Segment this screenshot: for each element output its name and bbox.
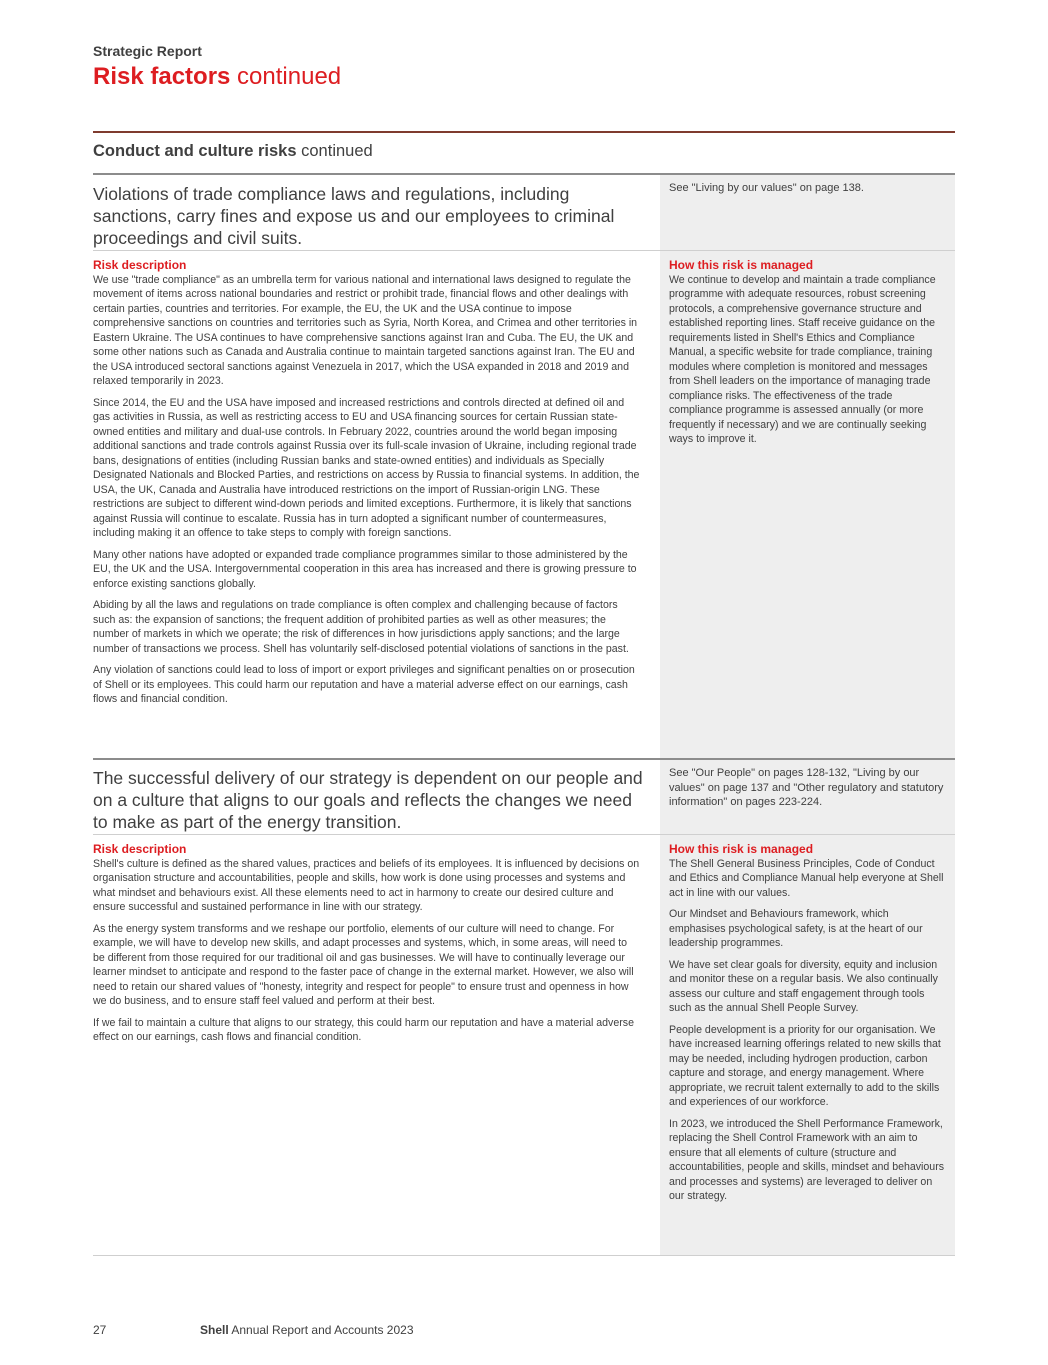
risk2-managed-para: People development is a priority for our organisation. We have increased learning offerings related to new skills that may be needed, including hydrogen production, carbon capture and storage, and energy management. Where appropriate, we recruit talent externally to add to the skills and experiences of our workforce. bbox=[669, 1023, 941, 1108]
risk2-managed-para: Our Mindset and Behaviours framework, which emphasises psychological safety, is at the heart of our leadership programmes. bbox=[669, 908, 923, 949]
risk1-managed-label: How this risk is managed bbox=[669, 258, 814, 272]
page-title bbox=[93, 63, 341, 91]
risk1-description-para: Many other nations have adopted or expanded trade compliance programmes similar to those administered by the EU, the UK and the USA. Intergovernmental cooperation in this area has increased and there is growing pressure to enforce existing sanctions globally. bbox=[93, 548, 637, 590]
risk1-title: Violations of trade compliance laws and regulations, including sanctions, carry fines and expose us and our employees to criminal proceedings and civil suits. bbox=[93, 184, 615, 248]
category-heading-continued: continued bbox=[296, 142, 373, 160]
risk2-managed-para: We have set clear goals for diversity, equity and inclusion and monitor these on a regular basis. We also continually assess our culture and staff engagement through tools such as the annual Shell People Survey. bbox=[669, 958, 938, 1014]
risk2-title: The successful delivery of our strategy is dependent on our people and on a culture that aligns to our goals and reflects the changes we need to make as part of the energy transition. bbox=[93, 768, 643, 832]
risk1-description-para: We use "trade compliance" as an umbrella term for various national and international laws designed to regulate the movement of items across national boundaries and restrict or prohibit trade, financial flows and other dealings with certain parties, countries and territories. For example, the EU, the UK and the USA continue to impose comprehensive sanctions on countries and territories such as Syria, North Korea, and Crimea and other territories in Eastern Ukraine. The USA continues to have comprehensive sanctions against Iran and Cuba. The EU, the UK and some other nations such as Canada and Australia continue to maintain targeted sanctions against Iran. The EU and the USA introduced sectoral sanctions against Venezuela in 2017, which the USA expanded in 2018 and 2019 and relaxed temporarily in 2023. bbox=[93, 273, 638, 387]
risk1-description-para: Abiding by all the laws and regulations on trade compliance is often complex and challenging because of factors such as: the expansion of sanctions; the frequent addition of prohibited parties as well as other measures; the number of markets in which we operate; the risk of differences in how jurisdictions apply sanctions; and the large number of transactions we process. Shell has voluntarily self-disclosed potential violations of sanctions in the past. bbox=[93, 599, 629, 655]
risk2-title-divider bbox=[93, 834, 955, 835]
category-heading-main: Conduct and culture risks bbox=[93, 142, 297, 160]
risk1-reference: See "Living by our values" on page 138. bbox=[669, 182, 864, 194]
risk2-description-label: Risk description bbox=[93, 842, 187, 856]
category-heading bbox=[93, 142, 373, 161]
risk1-management bbox=[669, 258, 947, 454]
footer-report-title bbox=[200, 1323, 414, 1337]
risk1-description bbox=[93, 258, 641, 714]
risk1-top-rule bbox=[93, 173, 955, 175]
risk2-description bbox=[93, 842, 641, 1052]
risk2-top-rule bbox=[93, 758, 955, 760]
risk1-managed-para: We continue to develop and maintain a trade compliance programme with adequate resources, robust screening protocols, a comprehensive governance structure and established reporting lines. Staff receive guidance on the requirements listed in Shell's Ethics and Compliance Manual, a specific website for trade compliance, training modules where completion is monitored and messages from Shell leaders on the importance of managing trade compliance risks. The effectiveness of the trade compliance programme is assessed annually (or more frequently if necessary) and we are continually seeking ways to improve it. bbox=[669, 273, 936, 445]
risk2-reference: See "Our People" on pages 128-132, "Living by our values" on page 137 and "Other regulatory and statutory information" on pages 223-224. bbox=[669, 767, 944, 808]
risk2-description-para: As the energy system transforms and we reshape our portfolio, elements of our culture will need to change. For example, we will have to develop new skills, and adapt processes and systems, which, in some areas, will need to be different from those required for our traditional oil and gas businesses. We will have to continually leverage our learner mindset to anticipate and respond to the faster pace of change in the external market. However, we also will need to retain our shared values of "honesty, integrity and respect for people" to ensure trust and openness in how we do business, and to ensure staff feel valued and perform at their best. bbox=[93, 922, 634, 1007]
footer-report-name: Annual Report and Accounts 2023 bbox=[228, 1323, 414, 1337]
risk1-title-divider bbox=[93, 250, 955, 251]
risk2-managed-para: In 2023, we introduced the Shell Performance Framework, replacing the Shell Control Framework with an aim to ensure that all elements of culture (structure and accountabilities, people and skills, mindset and behaviours and processes and systems) are leveraged to deliver on our strategy. bbox=[669, 1117, 945, 1202]
footer-brand-name: Shell bbox=[200, 1323, 229, 1337]
risk1-description-para: Any violation of sanctions could lead to loss of import or export privileges and significant penalties on or prosecution of Shell or its employees. This could harm our reputation and have a material adverse effect on our earnings, cash flows and financial condition. bbox=[93, 664, 635, 705]
page-title-continued: continued bbox=[230, 63, 342, 90]
risk1-description-label: Risk description bbox=[93, 258, 187, 272]
risk2-description-para: Shell's culture is defined as the shared values, practices and beliefs of its employees. It is influenced by decisions on organisation structure and accountabilities, people and skills, how work is done using processes and systems and what mindset and behaviours exist. All these elements need to act in harmony to create our desired culture and ensure successful and sustained performance in line with our strategy. bbox=[93, 857, 640, 913]
top-rule bbox=[93, 131, 955, 133]
risk2-managed-label: How this risk is managed bbox=[669, 842, 814, 856]
risk1-description-para: Since 2014, the EU and the USA have imposed and increased restrictions and controls directed at defined oil and gas activities in Russia, as well as restricting access to EU and USA financing sources for certain Russian state-owned entities and military and dual-use controls. In February 2022, countries around the world began imposing additional sanctions and trade controls against Russia over its full-scale invasion of Ukraine, including regional trade bans, designations of entities (including Russian banks and state-owned entities) and individuals as Specially Designated Nationals and Blocked Parties, and restrictions on access by Russia to financial systems. In addition, the USA, the UK, Canada and Australia have introduced restrictions on the import of Russian-origin LNG. These restrictions are subject to different wind-down periods and limited exceptions. Furthermore, it is likely that sanctions against Russia will continue to escalate. Russia has in turn adopted a significant number of countermeasures, including making it an offence to take steps to comply with foreign sanctions. bbox=[93, 396, 640, 539]
bottom-rule bbox=[93, 1255, 955, 1256]
page-number: 27 bbox=[93, 1323, 107, 1337]
risk2-managed-para: The Shell General Business Principles, Code of Conduct and Ethics and Compliance Manual help everyone at Shell act in line with our values. bbox=[669, 857, 944, 899]
risk2-description-para: If we fail to maintain a culture that aligns to our strategy, this could harm our reputation and have a material adverse effect on our earnings, cash flows and financial condition. bbox=[93, 1016, 634, 1043]
risk2-management bbox=[669, 842, 947, 1211]
section-label: Strategic Report bbox=[93, 43, 202, 59]
page-title-main: Risk factors bbox=[93, 63, 231, 90]
